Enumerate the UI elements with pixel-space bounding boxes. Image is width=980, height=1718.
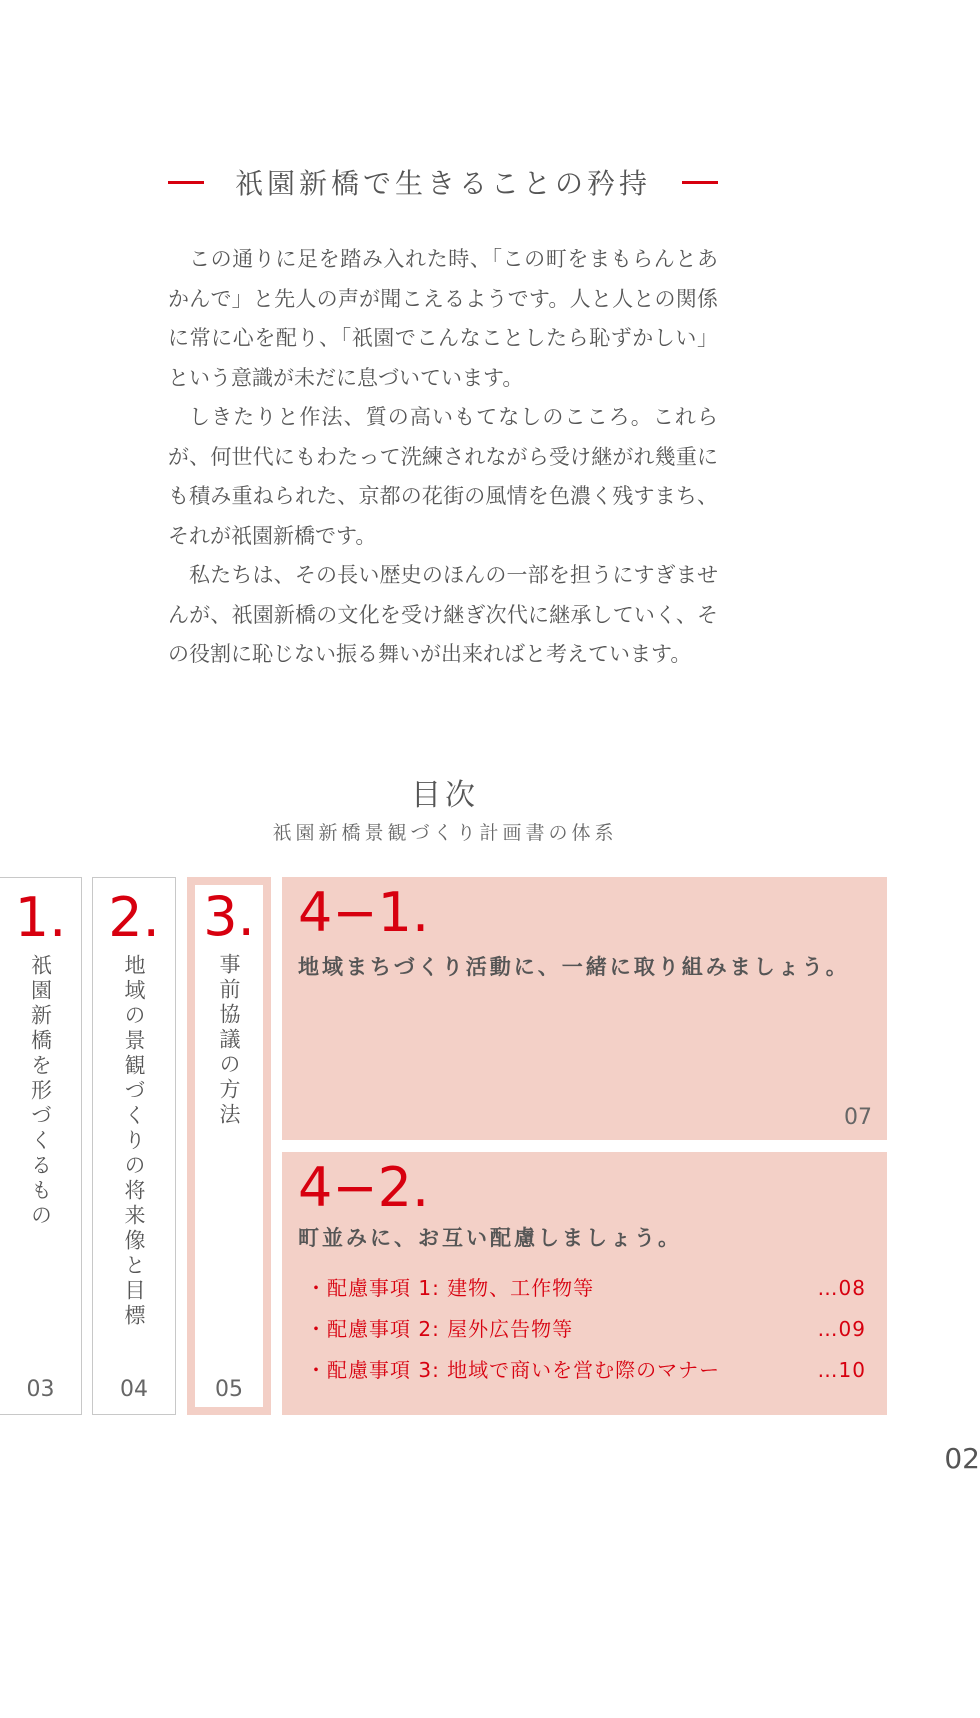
chapter-label: 地域の景観づくりの将来像と目標 [122, 954, 146, 1329]
chapter-label: 事前協議の方法 [217, 953, 241, 1128]
chapter-number: 4−1. [298, 881, 430, 944]
intro-paragraph: 私たちは、その長い歴史のほんの一部を担うにすぎませんが、祇園新橋の文化を受け継ぎ次代に継承していく、その役割に恥じない振る舞いが出来ればと考えています。 [168, 563, 718, 666]
chapter-page: 03 [26, 1377, 55, 1402]
toc-chapter-4-1[interactable] [282, 877, 887, 1140]
toc-chapter-4-2[interactable] [282, 1152, 887, 1415]
page-number: 02 [944, 1442, 980, 1475]
intro-paragraph: しきたりと作法、質の高いもてなしのこころ。これらが、何世代にもわたって洗練されながら受け継がれ幾重にも積み重ねられた、京都の花街の風情を色濃く残すまち、それが祇園新橋です。 [168, 405, 718, 548]
consideration-page: …08 [817, 1276, 866, 1300]
heading-dash-right [682, 181, 718, 184]
chapter-lead: 町並みに、お互い配慮しましょう。 [298, 1226, 682, 1250]
chapter-page: 04 [120, 1377, 148, 1402]
consideration-item[interactable] [306, 1309, 866, 1350]
toc-chapter-3[interactable] [187, 877, 271, 1415]
consideration-list [306, 1268, 866, 1391]
toc-title: 目次 [411, 778, 479, 813]
toc-chapter-1[interactable] [0, 877, 82, 1415]
consideration-label: ・配慮事項 3: 地域で商いを営む際のマナー [306, 1358, 721, 1382]
consideration-item[interactable] [306, 1350, 866, 1391]
chapter-number: 2. [108, 886, 160, 949]
chapter-page: 05 [215, 1377, 243, 1402]
consideration-label: ・配慮事項 2: 屋外広告物等 [306, 1317, 574, 1341]
intro-text [168, 240, 718, 675]
chapter-number: 4−2. [298, 1156, 430, 1219]
heading-dash-left [168, 181, 204, 184]
toc-subtitle: 祇園新橋景観づくり計画書の体系 [272, 822, 618, 844]
chapter-inner [195, 885, 263, 1407]
consideration-page: …09 [817, 1317, 866, 1341]
consideration-item[interactable] [306, 1268, 866, 1309]
chapter-label: 祇園新橋を形づくるもの [28, 954, 53, 1229]
section-heading [168, 160, 718, 204]
heading-title: 祇園新橋で生きることの矜持 [234, 167, 651, 200]
chapter-number: 1. [14, 886, 67, 949]
chapter-page: 07 [844, 1105, 872, 1130]
chapter-number: 3. [203, 885, 255, 948]
chapter-lead: 地域まちづくり活動に、一緒に取り組みましょう。 [298, 955, 850, 979]
toc-chapter-2[interactable] [92, 877, 176, 1415]
consideration-label: ・配慮事項 1: 建物、工作物等 [306, 1276, 595, 1300]
intro-paragraph: この通りに足を踏み入れた時、「この町をまもらんとあかんで」と先人の声が聞こえるようです。人と人との関係に常に心を配り、「祇園でこんなことしたら恥ずかしい」という意識が未だに息づいています。 [168, 247, 718, 390]
consideration-page: …10 [817, 1358, 866, 1382]
